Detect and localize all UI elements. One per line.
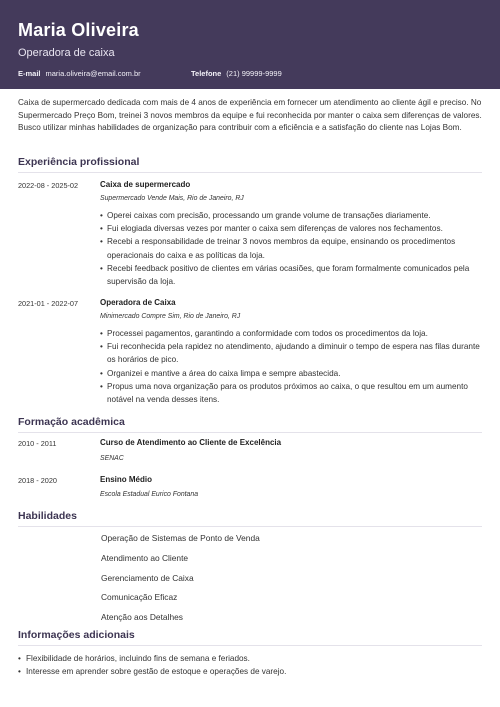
job-title: Caixa de supermercado [100,180,191,189]
list-item: • Fui reconhecida pela rapidez no atendimento, ajudando a diminuir o tempo de espera nas filas durante os horários de pico. [100,340,480,366]
skill-item: Atendimento ao Cliente [101,553,189,563]
skill-item: Atenção aos Detalhes [101,612,183,622]
candidate-role: Operadora de caixa [18,47,115,59]
section-title-education: Formação acadêmica [18,416,125,428]
job-dates: 2021-01 - 2022-07 [18,299,79,308]
job-dates: 2022-08 - 2025-02 [18,181,79,190]
section-title-additional: Informações adicionais [18,629,135,641]
job-bullets [100,327,480,406]
education-dates: 2018 - 2020 [18,476,57,485]
list-item: • Recebi a responsabilidade de treinar 3 novos membros da equipe, ensinando os procedimentos operacionais do caixa e as políticas da loja. [100,235,480,261]
skill-item: Gerenciamento de Caixa [101,573,194,583]
education-school: Escola Estadual Eurico Fontana [100,491,199,498]
section-divider [18,526,482,527]
job-company: Minimercado Compre Sim, Rio de Janeiro, RJ [100,313,241,320]
section-divider [18,172,482,173]
list-item: • Organizei e mantive a área do caixa limpa e sempre abastecida. [100,367,480,380]
contact-phone [191,69,282,78]
education-title: Ensino Médio [100,475,152,484]
email-value[interactable]: maria.oliveira@email.com.br [45,69,141,78]
candidate-name: Maria Oliveira [18,20,139,40]
list-item: • Interesse em aprender sobre gestão de estoque e operações de varejo. [18,665,478,678]
section-title-skills: Habilidades [18,510,77,522]
list-item: • Processei pagamentos, garantindo a conformidade com todos os procedimentos da loja. [100,327,480,340]
job-bullets [100,209,480,288]
list-item: • Flexibilidade de horários, incluindo fins de semana e feriados. [18,652,478,665]
education-school: SENAC [100,455,124,462]
section-divider [18,645,482,646]
phone-value: (21) 99999-9999 [226,69,282,78]
professional-summary: Caixa de supermercado dedicada com mais de 4 anos de experiência em fornecer um atendimento ao cliente ágil e preciso. No Supermercado Preço Bom, treinei 3 novos membros da equipe e fui reconhecida por manter o caixa sem diferenças de valores. Busco utilizar minhas habilidades de organização para contribuir com a eficiência e a satisfação do cliente nas Lojas Bom. [18,98,482,133]
job-title: Operadora de Caixa [100,298,176,307]
skill-item: Operação de Sistemas de Ponto de Venda [101,533,260,543]
list-item: • Propus uma nova organização para os produtos próximos ao caixa, o que resultou em um aumento notável na venda desses itens. [100,380,480,406]
section-title-experience: Experiência profissional [18,156,140,168]
section-divider [18,432,482,433]
resume-header [0,0,500,89]
skill-item: Comunicação Eficaz [101,592,178,602]
email-label: E-mail [18,69,41,78]
phone-label: Telefone [191,69,222,78]
education-dates: 2010 - 2011 [18,439,57,448]
education-title: Curso de Atendimento ao Cliente de Excelência [100,438,282,447]
job-company: Supermercado Vende Mais, Rio de Janeiro, RJ [100,195,244,202]
list-item: • Fui elogiada diversas vezes por manter o caixa sem diferenças de valores nos fechamentos. [100,222,480,235]
additional-info-list [18,652,478,679]
list-item: • Operei caixas com precisão, processando um grande volume de transações diariamente. [100,209,480,222]
list-item: • Recebi feedback positivo de clientes em várias ocasiões, que foram formalmente comunicados pela supervisão da loja. [100,262,480,288]
contact-email [18,69,141,78]
